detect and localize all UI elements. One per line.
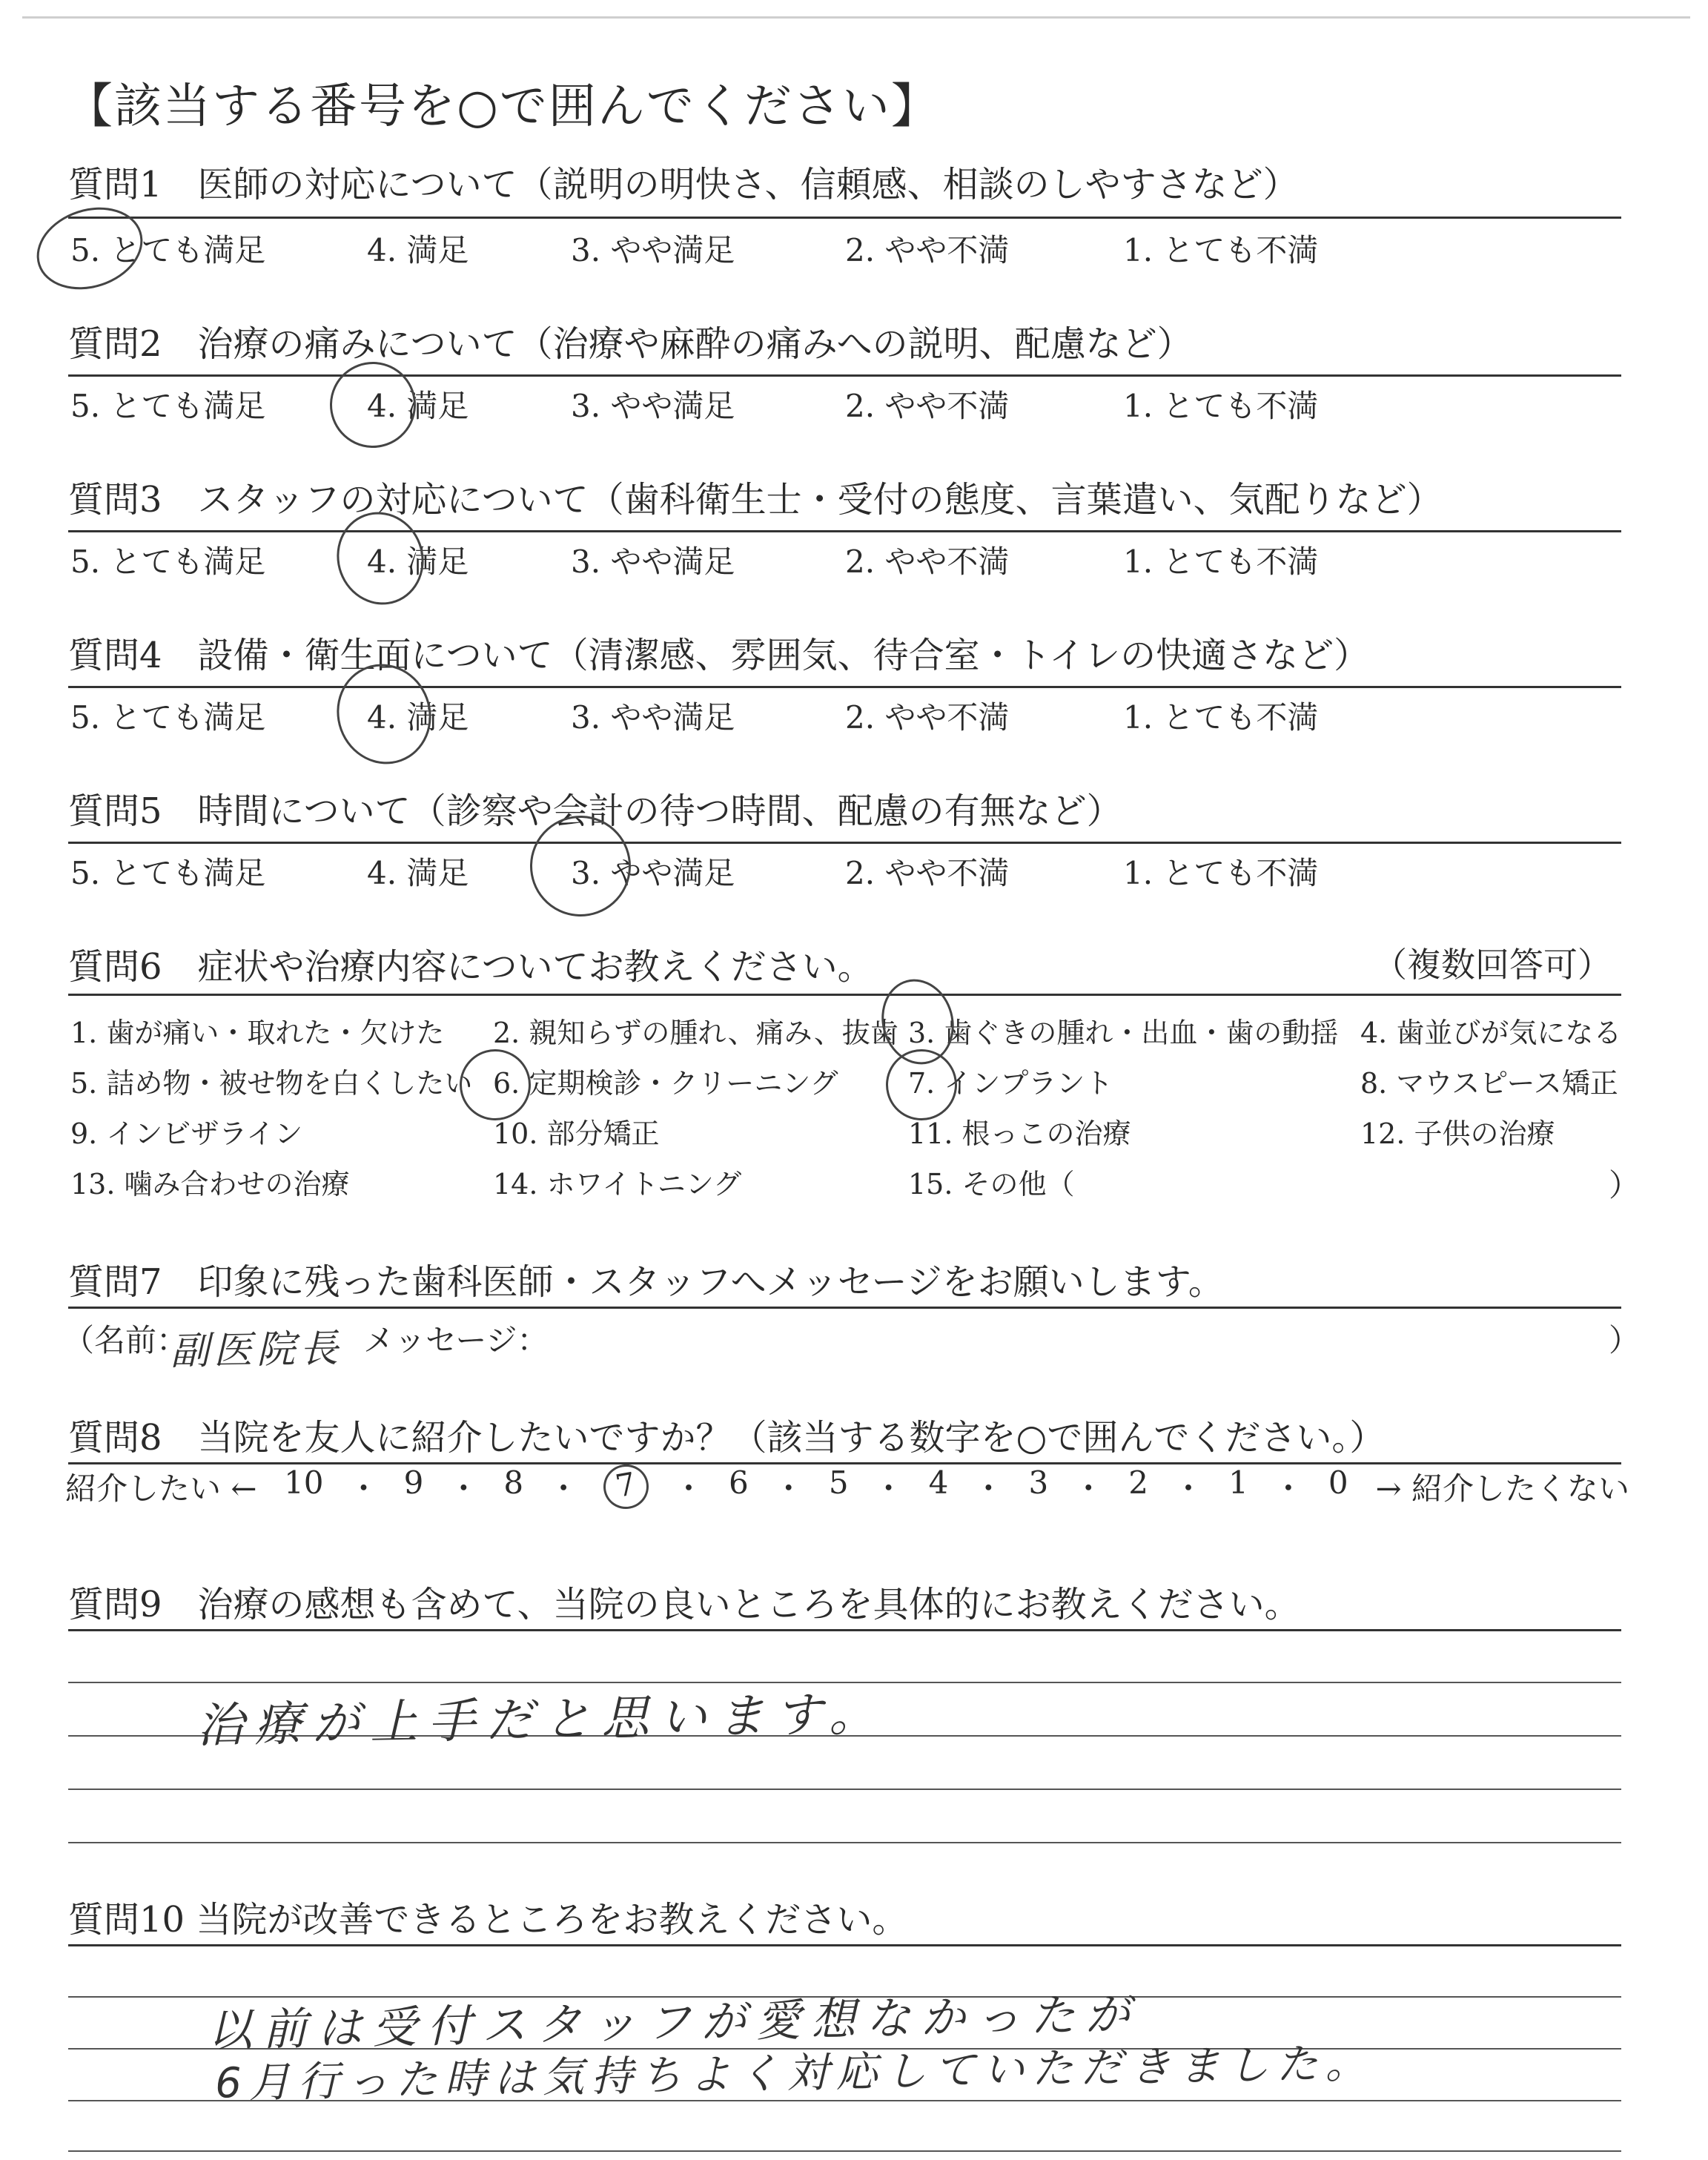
q6-option-12[interactable]: 12. 子供の治療 <box>1360 1117 1555 1150</box>
q8-scale-separator: ・ <box>348 1470 380 1507</box>
q6-option-14[interactable]: 14. ホワイトニング <box>493 1168 742 1200</box>
q8-scale-value-9[interactable]: 9 <box>403 1464 424 1501</box>
q2-option-1[interactable]: 1. とても不満 <box>1123 388 1319 424</box>
q9-write-line-4 <box>68 1842 1621 1843</box>
q3-option-2[interactable]: 2. やや不満 <box>845 544 1010 580</box>
q6-option-3[interactable]: 3. 歯ぐきの腫れ・出血・歯の動揺 <box>908 1017 1339 1049</box>
q7-name-label: （名前： <box>63 1322 188 1358</box>
q8-title: 質問8 当院を友人に紹介したいですか？（該当する数字を○で囲んでください。） <box>68 1417 1386 1459</box>
q7-name-value[interactable]: 副医院長 <box>170 1326 343 1375</box>
q2-option-2[interactable]: 2. やや不満 <box>845 388 1010 424</box>
q1-option-5[interactable]: 5. とても満足 <box>70 232 266 268</box>
q4-option-4[interactable]: 4. 満足 <box>367 699 469 736</box>
q4-option-1[interactable]: 1. とても不満 <box>1123 699 1319 736</box>
q5-title: 質問5 時間について（診察や会計の待つ時間、配慮の有無など） <box>68 790 1122 832</box>
q7-close-paren: ） <box>1609 1322 1641 1358</box>
q6-option-8[interactable]: 8. マウスピース矯正 <box>1360 1067 1618 1100</box>
q10-answer-line-1[interactable]: 以前は受付スタッフが愛想なかったが <box>207 1989 1141 2057</box>
q6-multiple-note: （複数回答可） <box>1373 945 1612 985</box>
q2-rule <box>68 374 1621 377</box>
q8-scale-separator: ・ <box>548 1470 580 1507</box>
q6-other-close-paren: ） <box>1609 1167 1641 1203</box>
q10-answer-line-2[interactable]: 6月行った時は気持ちよく対応していただきました。 <box>214 2039 1375 2108</box>
q8-scale-separator: ・ <box>448 1470 480 1507</box>
q10-title: 質問10 当院が改善できるところをお教えください。 <box>68 1899 908 1941</box>
q9-write-line-3 <box>68 1789 1621 1790</box>
q3-option-4[interactable]: 4. 満足 <box>367 544 469 580</box>
q4-rule <box>68 686 1621 688</box>
q6-option-15[interactable]: 15. その他（ <box>908 1168 1075 1200</box>
q5-rule <box>68 842 1621 844</box>
q6-option-5[interactable]: 5. 詰め物・被せ物を白くしたい <box>70 1067 473 1100</box>
q8-right-label: → 紹介したくない <box>1375 1470 1629 1507</box>
q3-option-3[interactable]: 3. やや満足 <box>571 544 735 580</box>
q5-option-1[interactable]: 1. とても不満 <box>1123 855 1319 891</box>
q8-scale-separator: ・ <box>873 1470 904 1507</box>
q1-option-4[interactable]: 4. 満足 <box>367 232 469 268</box>
q8-scale-separator: ・ <box>772 1470 804 1507</box>
q2-title: 質問2 治療の痛みについて（治療や麻酔の痛みへの説明、配慮など） <box>68 323 1193 365</box>
q3-title: 質問3 スタッフの対応について（歯科衛生士・受付の態度、言葉遣い、気配りなど） <box>68 479 1443 521</box>
q3-rule <box>68 530 1621 532</box>
q1-rule <box>68 217 1621 219</box>
q2-option-3[interactable]: 3. やや満足 <box>571 388 735 424</box>
q5-option-3[interactable]: 3. やや満足 <box>571 855 735 891</box>
q8-scale-value-2[interactable]: 2 <box>1128 1464 1149 1501</box>
q7-title: 質問7 印象に残った歯科医師・スタッフへメッセージをお願いします。 <box>68 1261 1224 1303</box>
q8-scale-separator: ・ <box>1272 1470 1304 1507</box>
q6-option-4[interactable]: 4. 歯並びが気になる <box>1360 1017 1622 1049</box>
q2-option-5[interactable]: 5. とても満足 <box>70 388 266 424</box>
q6-option-1[interactable]: 1. 歯が痛い・取れた・欠けた <box>70 1017 445 1049</box>
q8-scale-separator: ・ <box>1173 1470 1205 1507</box>
q10-rule <box>68 1944 1621 1946</box>
q1-title: 質問1 医師の対応について（説明の明快さ、信頼感、相談のしやすさなど） <box>68 164 1299 205</box>
q8-scale-value-7[interactable]: 7 <box>600 1461 652 1513</box>
q6-title: 質問6 症状や治療内容についてお教えください。 <box>68 946 873 988</box>
q3-option-1[interactable]: 1. とても不満 <box>1123 544 1319 580</box>
q10-write-line-4 <box>68 2150 1621 2152</box>
q8-scale-separator: ・ <box>672 1470 704 1507</box>
q6-option-2[interactable]: 2. 親知らずの腫れ、痛み、抜歯 <box>493 1017 898 1049</box>
q6-rule <box>68 994 1621 996</box>
q8-scale-value-6[interactable]: 6 <box>729 1464 749 1501</box>
q9-rule <box>68 1629 1621 1631</box>
q8-scale-separator: ・ <box>973 1470 1004 1507</box>
q8-scale-value-8[interactable]: 8 <box>503 1464 524 1501</box>
top-border <box>22 16 1690 19</box>
q8-scale-value-1[interactable]: 1 <box>1228 1464 1248 1501</box>
q1-option-2[interactable]: 2. やや不満 <box>845 232 1010 268</box>
q6-option-11[interactable]: 11. 根っこの治療 <box>908 1117 1131 1150</box>
q7-message-label: メッセージ： <box>363 1322 549 1358</box>
q8-scale-value-3[interactable]: 3 <box>1028 1464 1049 1501</box>
q4-title: 質問4 設備・衛生面について（清潔感、雰囲気、待合室・トイレの快適さなど） <box>68 635 1370 676</box>
q8-scale-value-4[interactable]: 4 <box>928 1464 949 1501</box>
q9-title: 質問9 治療の感想も含めて、当院の良いところを具体的にお教えください。 <box>68 1584 1300 1625</box>
q1-option-1[interactable]: 1. とても不満 <box>1123 232 1319 268</box>
q5-option-2[interactable]: 2. やや不満 <box>845 855 1010 891</box>
q5-option-5[interactable]: 5. とても満足 <box>70 855 266 891</box>
q8-scale-separator: ・ <box>1073 1470 1105 1507</box>
form-heading: 【該当する番号を○で囲んでください】 <box>65 79 940 134</box>
q8-scale-numbers <box>257 1464 1376 1509</box>
q6-option-10[interactable]: 10. 部分矯正 <box>493 1117 660 1150</box>
q8-scale-value-10[interactable]: 10 <box>284 1464 324 1501</box>
q2-option-4[interactable]: 4. 満足 <box>367 388 469 424</box>
q4-option-2[interactable]: 2. やや不満 <box>845 699 1010 736</box>
q5-option-4[interactable]: 4. 満足 <box>367 855 469 891</box>
q6-option-6[interactable]: 6. 定期検診・クリーニング <box>493 1067 838 1100</box>
q1-option-3[interactable]: 3. やや満足 <box>571 232 735 268</box>
q8-scale-value-5[interactable]: 5 <box>828 1464 849 1501</box>
q6-option-7[interactable]: 7. インプラント <box>908 1067 1113 1100</box>
q6-option-9[interactable]: 9. インビザライン <box>70 1117 303 1150</box>
q8-left-label: 紹介したい ← <box>65 1470 257 1507</box>
q7-rule <box>68 1307 1621 1309</box>
q8-scale <box>65 1464 1629 1509</box>
q8-scale-value-0[interactable]: 0 <box>1328 1464 1348 1501</box>
q4-option-5[interactable]: 5. とても満足 <box>70 699 266 736</box>
q4-option-3[interactable]: 3. やや満足 <box>571 699 735 736</box>
q3-option-5[interactable]: 5. とても満足 <box>70 544 266 580</box>
q6-option-13[interactable]: 13. 噛み合わせの治療 <box>70 1168 350 1200</box>
q1-selection-circle <box>26 194 153 303</box>
q9-answer[interactable]: 治療が上手だと思います。 <box>196 1686 887 1754</box>
